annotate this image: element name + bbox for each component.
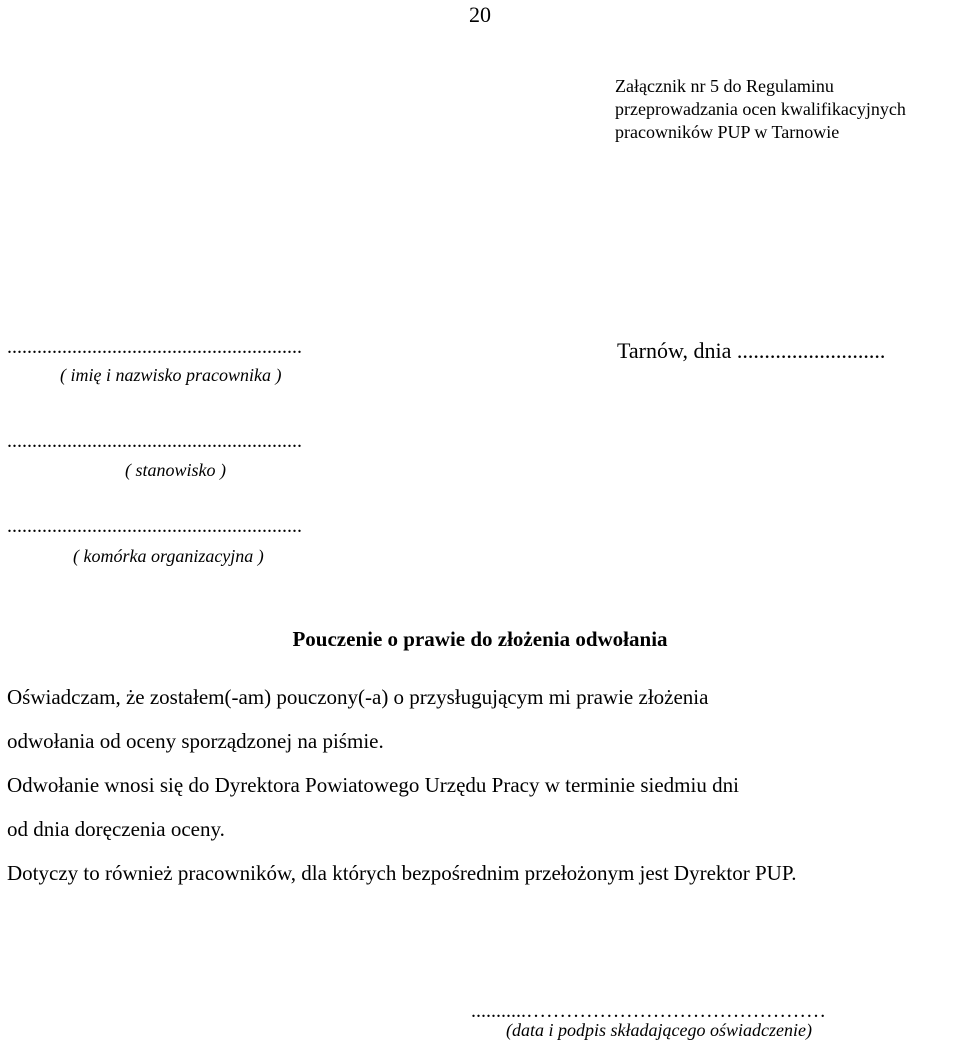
name-field-caption: ( imię i nazwisko pracownika ) [60,365,282,385]
signature-dots: ...........……………………………………… [471,1000,826,1022]
body-line-3: Odwołanie wnosi się do Dyrektora Powiatowego Urzędu Pracy w terminie siedmiu dni [7,773,739,797]
annex-line-3: pracowników PUP w Tarnowie [615,122,840,142]
annex-line-1: Załącznik nr 5 do Regulaminu [615,76,834,96]
document-title: Pouczenie o prawie do złożenia odwołania [292,627,668,651]
annex-line-2: przeprowadzania ocen kwalifikacyjnych [615,99,906,119]
body-line-5: Dotyczy to również pracowników, dla których bezpośrednim przełożonym jest Dyrektor PUP. [7,861,797,885]
annex-header [615,75,906,144]
place-date-line: Tarnów, dnia ........................... [617,338,886,363]
signature-caption: (data i podpis składającego oświadczenie) [506,1020,812,1040]
page-number: 20 [469,2,491,27]
unit-field-caption: ( komórka organizacyjna ) [73,546,264,566]
unit-field-dots: ........................................................... [7,515,302,537]
body-line-1: Oświadczam, że zostałem(-am) pouczony(-a) o przysługującym mi prawie złożenia [7,685,709,709]
body-line-4: od dnia doręczenia oceny. [7,817,225,841]
position-field-dots: ........................................................... [7,430,302,452]
name-field-dots: ........................................................... [7,336,302,358]
body-line-2: odwołania od oceny sporządzonej na piśmie. [7,729,384,753]
position-field-caption: ( stanowisko ) [125,460,226,480]
